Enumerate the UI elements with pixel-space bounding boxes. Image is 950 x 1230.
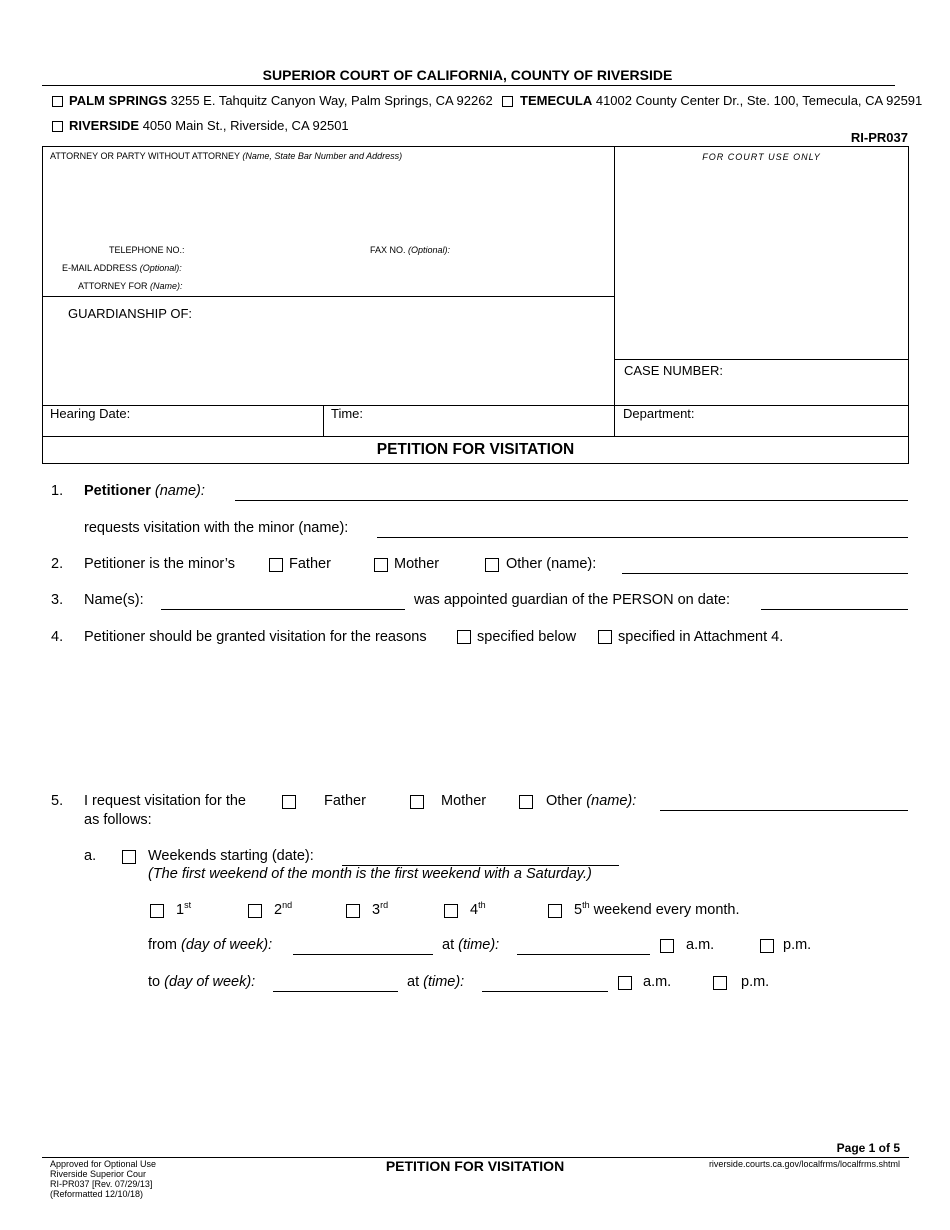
hearing-date-label: Hearing Date:	[50, 406, 131, 421]
from-time-hint: (time):	[458, 937, 500, 953]
specified-below-checkbox[interactable]	[457, 630, 471, 644]
petitioner-name-field[interactable]	[235, 500, 908, 501]
request-label: I request visitation for the	[84, 793, 246, 809]
visitation-father-checkbox[interactable]	[282, 795, 296, 809]
weekend-3rd-checkbox[interactable]	[346, 904, 360, 918]
palm-springs-checkbox[interactable]	[52, 96, 63, 107]
w1-num: 1	[176, 902, 185, 918]
requests-label: requests visitation with the minor (name):	[84, 520, 349, 536]
from-at-text: at	[442, 937, 455, 953]
form-code: RI-PR037	[850, 130, 908, 145]
to-at-label	[407, 974, 464, 990]
email-label-text: E-MAIL ADDRESS	[62, 263, 138, 273]
attorney-label-text: ATTORNEY OR PARTY WITHOUT ATTORNEY	[50, 151, 240, 161]
mother-label: Mother	[394, 556, 440, 572]
visitation-other-label	[546, 793, 636, 809]
court-use-label: FOR COURT USE ONLY	[702, 152, 821, 162]
petitioner-hint: (name):	[154, 483, 205, 499]
specified-below-label: specified below	[477, 629, 577, 645]
weekends-label: Weekends starting (date):	[148, 848, 314, 864]
specified-attachment-label: specified in Attachment 4.	[618, 629, 784, 645]
weekend-5th-label	[574, 902, 740, 918]
weekends-note: (The first weekend of the month is the first weekend with a Saturday.)	[148, 866, 592, 882]
weekends-checkbox[interactable]	[122, 850, 136, 864]
fax-label	[370, 245, 450, 255]
item-2-number: 2.	[51, 556, 64, 572]
footer-url[interactable]: riverside.courts.ca.gov/localfrms/localfrms.shtml	[708, 1159, 900, 1169]
weekend-5th-checkbox[interactable]	[548, 904, 562, 918]
attorney-for-label	[78, 281, 183, 291]
attorney-for-text: ATTORNEY FOR	[78, 281, 148, 291]
from-at-label	[442, 937, 499, 953]
w3-sup: rd	[380, 900, 389, 911]
from-pm-label: p.m.	[783, 937, 812, 953]
reasons-label: Petitioner should be granted visitation for the reasons	[84, 629, 427, 645]
w4-sup: th	[478, 900, 486, 911]
temecula-checkbox[interactable]	[502, 96, 513, 107]
temecula-label: TEMECULA	[520, 93, 593, 108]
from-pm-checkbox[interactable]	[760, 939, 774, 953]
weekend-4th-checkbox[interactable]	[444, 904, 458, 918]
court-title: SUPERIOR COURT OF CALIFORNIA, COUNTY OF RIVERSIDE	[262, 67, 673, 83]
from-am-checkbox[interactable]	[660, 939, 674, 953]
minor-relation-label: Petitioner is the minor’s	[84, 556, 235, 572]
guardianship-label: GUARDIANSHIP OF:	[68, 306, 193, 321]
palm-springs-label: PALM SPRINGS	[69, 93, 167, 108]
to-at-text: at	[407, 974, 420, 990]
father-checkbox[interactable]	[269, 558, 283, 572]
as-follows-label: as follows:	[84, 812, 152, 828]
approved-line-2: Riverside Superior Cour	[50, 1169, 147, 1179]
temecula-address: 41002 County Center Dr., Ste. 100, Temecula, CA 92591	[595, 93, 923, 108]
w3-num: 3	[372, 902, 381, 918]
case-number-label: CASE NUMBER:	[624, 363, 723, 378]
w5-num: 5	[574, 902, 583, 918]
other-label-text: Other	[546, 793, 583, 809]
page-number: Page 1 of 5	[836, 1141, 900, 1155]
mother-checkbox[interactable]	[374, 558, 388, 572]
from-text: from	[148, 937, 177, 953]
visitation-mother-label: Mother	[441, 793, 487, 809]
w2-num: 2	[274, 902, 283, 918]
to-time-field[interactable]	[482, 991, 608, 992]
attorney-label	[50, 151, 402, 161]
temecula-location	[520, 93, 922, 108]
caption-divider	[614, 146, 615, 437]
weekend-2nd-label	[274, 902, 292, 918]
other-label: Other (name):	[506, 556, 597, 572]
to-pm-checkbox[interactable]	[713, 976, 727, 990]
from-time-field[interactable]	[517, 954, 650, 955]
riverside-location	[69, 118, 349, 133]
item-3-number: 3.	[51, 592, 64, 608]
to-text: to	[148, 974, 161, 990]
petitioner-bold: Petitioner	[84, 483, 151, 499]
footer-form-title: PETITION FOR VISITATION	[385, 1158, 565, 1174]
telephone-label: TELEPHONE NO.:	[109, 245, 185, 255]
weekend-4th-label	[470, 902, 486, 918]
item-1-number: 1.	[51, 483, 64, 499]
item-5-number: 5.	[51, 793, 64, 809]
weekend-1st-label	[176, 902, 191, 918]
riverside-label: RIVERSIDE	[69, 118, 140, 133]
from-day-field[interactable]	[293, 954, 433, 955]
item-4-number: 4.	[51, 629, 64, 645]
approved-line-4: (Reformatted 12/10/18)	[50, 1189, 144, 1199]
petitioner-label	[84, 483, 205, 499]
form-title: PETITION FOR VISITATION	[376, 441, 575, 458]
w2-sup: nd	[282, 900, 293, 911]
appointed-date-field[interactable]	[761, 609, 908, 610]
from-am-label: a.m.	[686, 937, 715, 953]
weekend-3rd-label	[372, 902, 388, 918]
visitation-other-checkbox[interactable]	[519, 795, 533, 809]
minor-name-field[interactable]	[377, 537, 908, 538]
email-label	[62, 263, 182, 273]
fax-hint: (Optional):	[408, 245, 451, 255]
hearing-divider	[323, 405, 324, 437]
to-am-label: a.m.	[643, 974, 672, 990]
from-day-hint: (day of week):	[181, 937, 273, 953]
caption-box	[42, 146, 909, 464]
palm-springs-location	[69, 93, 493, 108]
weekend-2nd-checkbox[interactable]	[248, 904, 262, 918]
email-hint: (Optional):	[139, 263, 182, 273]
w1-sup: st	[184, 900, 192, 911]
other-name-field[interactable]	[622, 573, 908, 574]
to-day-field[interactable]	[273, 991, 398, 992]
palm-springs-address: 3255 E. Tahquitz Canyon Way, Palm Springs, CA 92262	[170, 93, 493, 108]
names-label: Name(s):	[84, 592, 144, 608]
riverside-address: 4050 Main St., Riverside, CA 92501	[142, 118, 349, 133]
attorney-for-hint: (Name):	[150, 281, 183, 291]
to-pm-label: p.m.	[741, 974, 770, 990]
visitation-other-name-field[interactable]	[660, 810, 908, 811]
visitation-father-label: Father	[324, 793, 366, 809]
to-time-hint: (time):	[423, 974, 465, 990]
to-am-checkbox[interactable]	[618, 976, 632, 990]
other-name-hint: (name):	[586, 793, 637, 809]
department-label: Department:	[623, 406, 695, 421]
w4-num: 4	[470, 902, 479, 918]
attorney-hint: (Name, State Bar Number and Address)	[242, 151, 403, 161]
from-label	[148, 937, 272, 953]
attorney-rule	[42, 296, 614, 297]
other-checkbox[interactable]	[485, 558, 499, 572]
hearing-top-rule	[42, 405, 909, 406]
guardian-names-field[interactable]	[161, 609, 405, 610]
visitation-mother-checkbox[interactable]	[410, 795, 424, 809]
to-label	[148, 974, 255, 990]
w5-sup: th	[582, 900, 590, 911]
weekend-1st-checkbox[interactable]	[150, 904, 164, 918]
approved-line-1: Approved for Optional Use	[50, 1159, 157, 1169]
riverside-checkbox[interactable]	[52, 121, 63, 132]
time-label: Time:	[331, 406, 364, 421]
court-use-rule	[614, 359, 909, 360]
fax-label-text: FAX NO.	[370, 245, 406, 255]
every-month-text: weekend every month.	[593, 902, 740, 918]
specified-attachment-checkbox[interactable]	[598, 630, 612, 644]
appointed-label: was appointed guardian of the PERSON on date:	[414, 592, 730, 608]
title-top-rule	[42, 436, 909, 437]
approved-line-3: RI-PR037 [Rev. 07/29/13]	[50, 1179, 153, 1189]
item-5a-label: a.	[84, 848, 97, 864]
to-day-hint: (day of week):	[164, 974, 256, 990]
header-rule	[42, 85, 895, 86]
father-label: Father	[289, 556, 331, 572]
